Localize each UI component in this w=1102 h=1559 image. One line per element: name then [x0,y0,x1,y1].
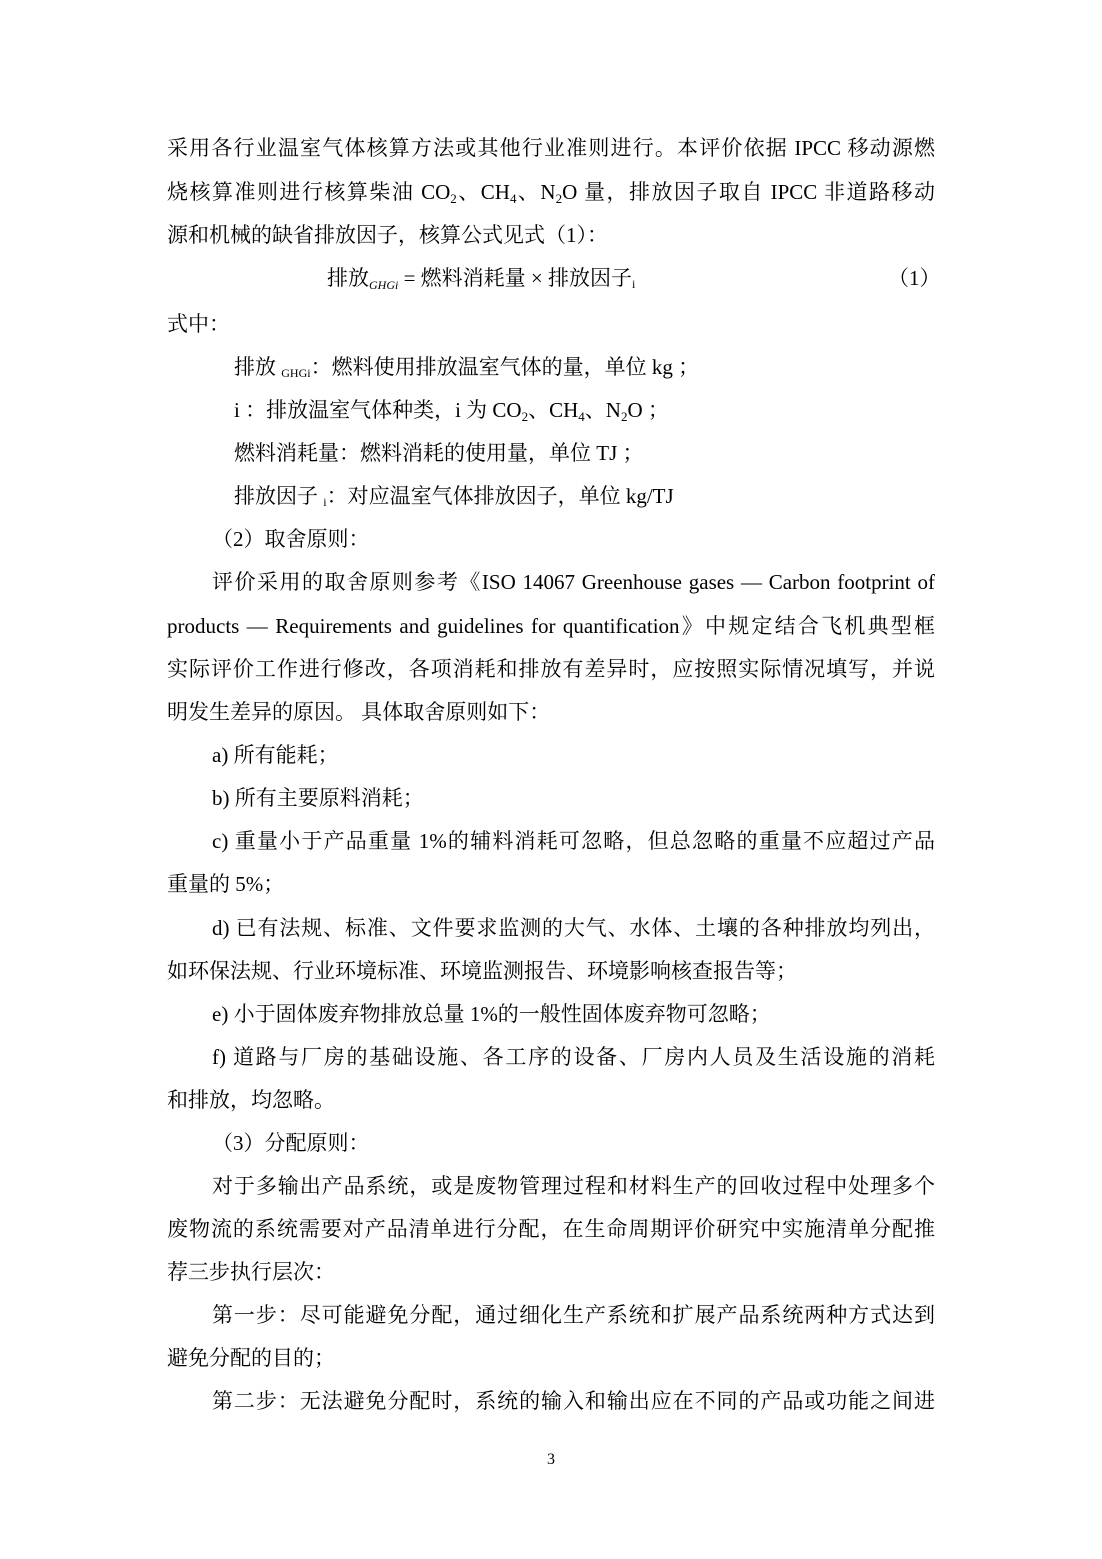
list-item: f) 道路与厂房的基础设施、各工序的设备、厂房内人员及生活设施的消耗 [212,1045,935,1069]
definition-line: i ：排放温室气体种类，i 为 $CO_2$、$CH_4$、$N_2O$ ； [234,398,669,424]
equation-number: （1） [888,266,941,290]
paragraph-line: 第二步：无法避免分配时，系统的输入和输出应在不同的产品或功能之间进 [212,1389,935,1413]
definition-line: 排放 GHGi：燃料使用排放温室气体的量，单位 kg ； [234,355,700,380]
paragraph-line: 避免分配的目的； [167,1346,335,1370]
definition-line: 燃料消耗量：燃料消耗的使用量，单位 TJ ； [234,441,644,465]
definition-line: 排放因子 i：对应温室气体排放因子，单位 kg/TJ [234,484,674,509]
paragraph-line: 废物流的系统需要对产品清单进行分配，在生命周期评价研究中实施清单分配推 [167,1217,935,1241]
paragraph-line: 采用各行业温室气体核算方法或其他行业准则进行。本评价依据 IPCC 移动源燃 [167,136,935,160]
list-item: a) 所有能耗； [212,743,339,767]
paragraph-line: 实际评价工作进行修改，各项消耗和排放有差异时，应按照实际情况填写，并说 [167,657,935,681]
section-heading: （3）分配原则： [212,1131,370,1155]
list-item: 如环保法规、行业环境标准、环境监测报告、环境影响核查报告等； [167,959,797,983]
emission-formula: 排放GHGi = 燃料消耗量 × 排放因子i [327,266,636,292]
paragraph-line: 烧核算准则进行核算柴油 $CO_2$、$CH_4$、$N_2O$ 量，排放因子取自 IPCC 非道路移动 [167,180,935,206]
list-item: e) 小于固体废弃物排放总量 1%的一般性固体废弃物可忽略； [212,1002,771,1026]
list-item: b) 所有主要原料消耗； [212,786,424,810]
page-number: 3 [547,1451,555,1468]
paragraph-line: products — Requirements and guidelines for quantification》中规定结合飞机典型框 [167,614,935,638]
paragraph-line: 第一步：尽可能避免分配，通过细化生产系统和扩展产品系统两种方式达到 [212,1303,935,1327]
list-item: 和排放，均忽略。 [167,1088,335,1112]
paragraph-line: 源和机械的缺省排放因子，核算公式见式（1）： [167,223,608,247]
paragraph-line: 明发生差异的原因。 具体取舍原则如下： [167,700,551,724]
where-label: 式中： [167,312,230,336]
list-item: d) 已有法规、标准、文件要求监测的大气、水体、土壤的各种排放均列出， [212,916,935,940]
list-item: c) 重量小于产品重量 1%的辅料消耗可忽略，但总忽略的重量不应超过产品 [212,829,935,853]
paragraph-line: 对于多输出产品系统，或是废物管理过程和材料生产的回收过程中处理多个 [212,1174,935,1198]
section-heading: （2）取舍原则： [212,527,370,551]
paragraph-line: 荐三步执行层次： [167,1260,335,1284]
list-item: 重量的 5%； [167,872,285,896]
paragraph-line: 评价采用的取舍原则参考《ISO 14067 Greenhouse gases — Carbon footprint of [212,570,935,594]
